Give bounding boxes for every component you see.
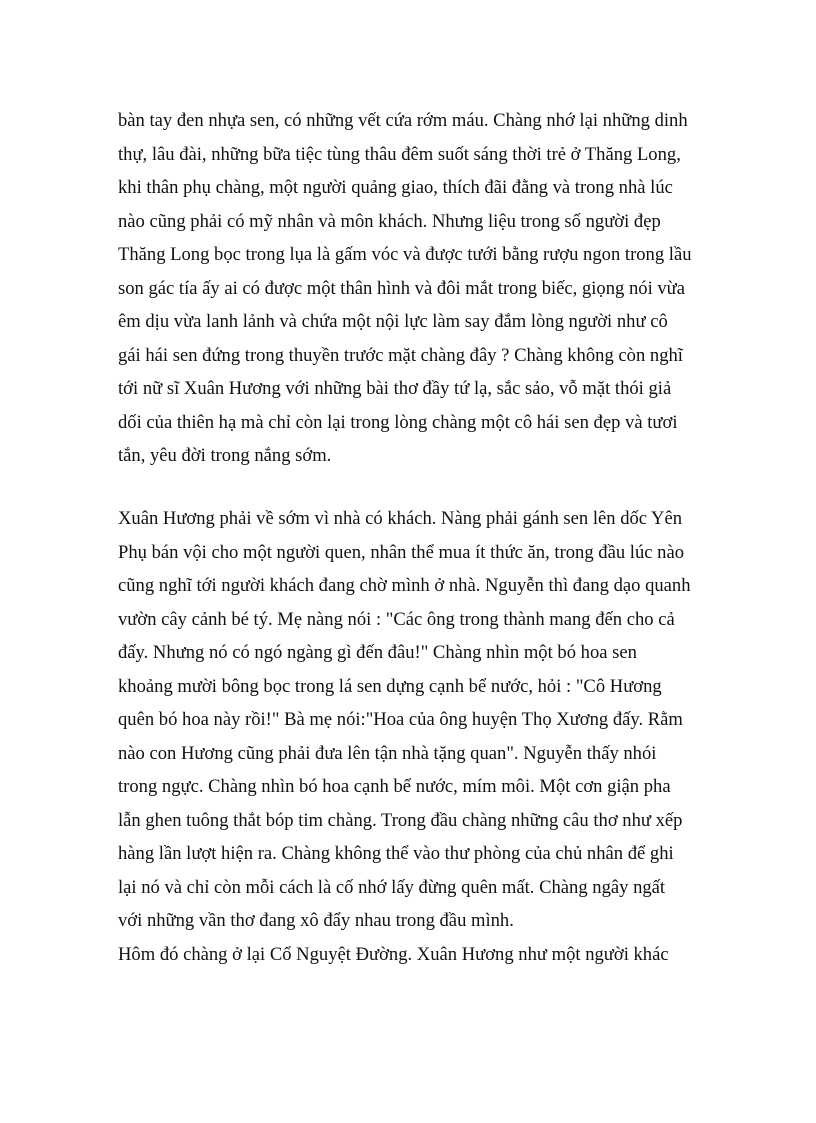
text-line: dối của thiên hạ mà chỉ còn lại trong lòng chàng một cô hái sen đẹp và tươi <box>118 411 678 433</box>
text-line: đấy. Nhưng nó có ngó ngàng gì đến đâu!" Chàng nhìn một bó hoa sen <box>118 642 637 663</box>
text-line: trong ngực. Chàng nhìn bó hoa cạnh bể nước, mím môi. Một cơn giận pha <box>118 776 671 797</box>
text-line: êm dịu vừa lanh lảnh và chứa một nội lực làm say đắm lòng người như cô <box>118 311 668 332</box>
text-line: hàng lần lượt hiện ra. Chàng không thể vào thư phòng của chủ nhân để ghi <box>118 843 674 864</box>
text-line: bàn tay đen nhựa sen, có những vết cứa rớm máu. Chàng nhớ lại những dinh <box>118 110 688 131</box>
text-line: lẫn ghen tuông thắt bóp tim chàng. Trong đầu chàng những câu thơ như xếp <box>118 809 683 831</box>
text-line: nào cũng phải có mỹ nhân và môn khách. Nhưng liệu trong số người đẹp <box>118 210 661 232</box>
text-line: son gác tía ấy ai có được một thân hình và đôi mắt trong biếc, giọng nói vừa <box>118 277 686 299</box>
text-line: nào con Hương cũng phải đưa lên tận nhà tặng quan". Nguyễn thấy nhói <box>118 742 657 764</box>
text-line: Phụ bán vội cho một người quen, nhân thể mua ít thức ăn, trong đầu lúc nào <box>118 541 685 563</box>
text-line: khoảng mười bông bọc trong lá sen dựng cạnh bể nước, hỏi : "Cô Hương <box>118 675 662 697</box>
text-line: lại nó và chỉ còn mỗi cách là cố nhớ lấy đừng quên mất. Chàng ngây ngất <box>118 876 666 898</box>
paragraph-1 <box>118 104 708 473</box>
paragraph-2 <box>118 502 708 971</box>
text-line: thự, lâu đài, những bữa tiệc tùng thâu đêm suốt sáng thời trẻ ở Thăng Long, <box>118 143 681 165</box>
text-line: khi thân phụ chàng, một người quảng giao, thích đãi đằng và trong nhà lúc <box>118 177 673 198</box>
text-line: tới nữ sĩ Xuân Hương với những bài thơ đầy tứ lạ, sắc sảo, vỗ mặt thói giả <box>118 378 672 399</box>
text-line: gái hái sen đứng trong thuyền trước mặt chàng đây ? Chàng không còn nghĩ <box>118 344 683 366</box>
text-line: Hôm đó chàng ở lại Cổ Nguyệt Đường. Xuân Hương như một người khác <box>118 943 669 965</box>
text-line: vườn cây cảnh bé tý. Mẹ nàng nói : "Các ông trong thành mang đến cho cả <box>118 608 675 630</box>
text-line: quên bó hoa này rồi!" Bà mẹ nói:"Hoa của ông huyện Thọ Xương đấy. Rằm <box>118 709 683 730</box>
text-line: cũng nghĩ tới người khách đang chờ mình ở nhà. Nguyễn thì đang dạo quanh <box>118 575 691 596</box>
text-line: Xuân Hương phải về sớm vì nhà có khách. Nàng phải gánh sen lên dốc Yên <box>118 508 682 529</box>
text-line: với những vần thơ đang xô đẩy nhau trong đầu mình. <box>118 910 514 931</box>
text-line: Thăng Long bọc trong lụa là gấm vóc và được tưới bằng rượu ngon trong lầu <box>118 244 692 265</box>
text-line: tắn, yêu đời trong nắng sớm. <box>118 445 332 466</box>
